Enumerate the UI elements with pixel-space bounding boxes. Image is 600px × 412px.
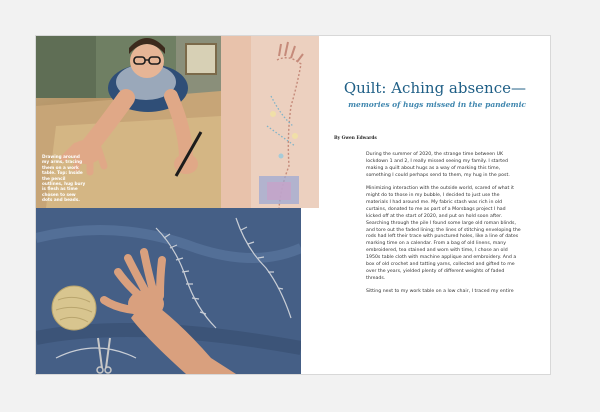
article-paragraph: Sitting next to my work table on a low chair, I traced my entire [366, 289, 514, 295]
photo-hand-on-quilt-illustration [36, 208, 301, 374]
photo-hand-on-quilt [36, 208, 301, 374]
photo-quilt-detail-illustration [221, 36, 319, 208]
article-paragraph: During the summer of 2020, the strange time between UK lockdown 1 and 2, I really missed seeing my family. I started making a quilt about hugs as a way of marking this time, something I could perhaps send to them, my hug in the post. [366, 152, 510, 178]
photo-quilt-detail [221, 36, 319, 208]
article-body [366, 152, 522, 302]
magazine-spread [36, 36, 550, 374]
article-title: Quilt: Aching absence— [343, 79, 526, 97]
photo-tracing-arms [36, 36, 221, 208]
article-byline: By Gwen Edwards [334, 136, 377, 141]
caption-tracing-arms: Drawing around my arms, tracing them on a work table. Top: Inside the pencil outlines, hug bury is flesh as time chosen to sew dots and beads. [42, 154, 86, 203]
article-subtitle: memories of hugs missed in the pandemic [348, 100, 526, 109]
article-paragraph: Minimizing interaction with the outside world, scared of what it might do to those in my bubble, I decided to just use the materials I had around me. My fabric stash was rich in old curtains, donated to me as part of a Morsbags project I had kicked off at the start of 2020, and put on hold soon after. Searching through the pile I found some large old roman blinds, and tore out the faded lining; the lines of stitching enveloping the rods had left their trace with punctured holes, like a line of dates marking time on a calendar. From a bag of old linens, many embroidered, tea stained and worn with time, I chose an old 1950s table cloth with machine applique and embroidery. And a box of old crochet and tatting yarns, collected and gifted to me over the years, yielded plenty of different weights of faded threads. [366, 185, 521, 282]
